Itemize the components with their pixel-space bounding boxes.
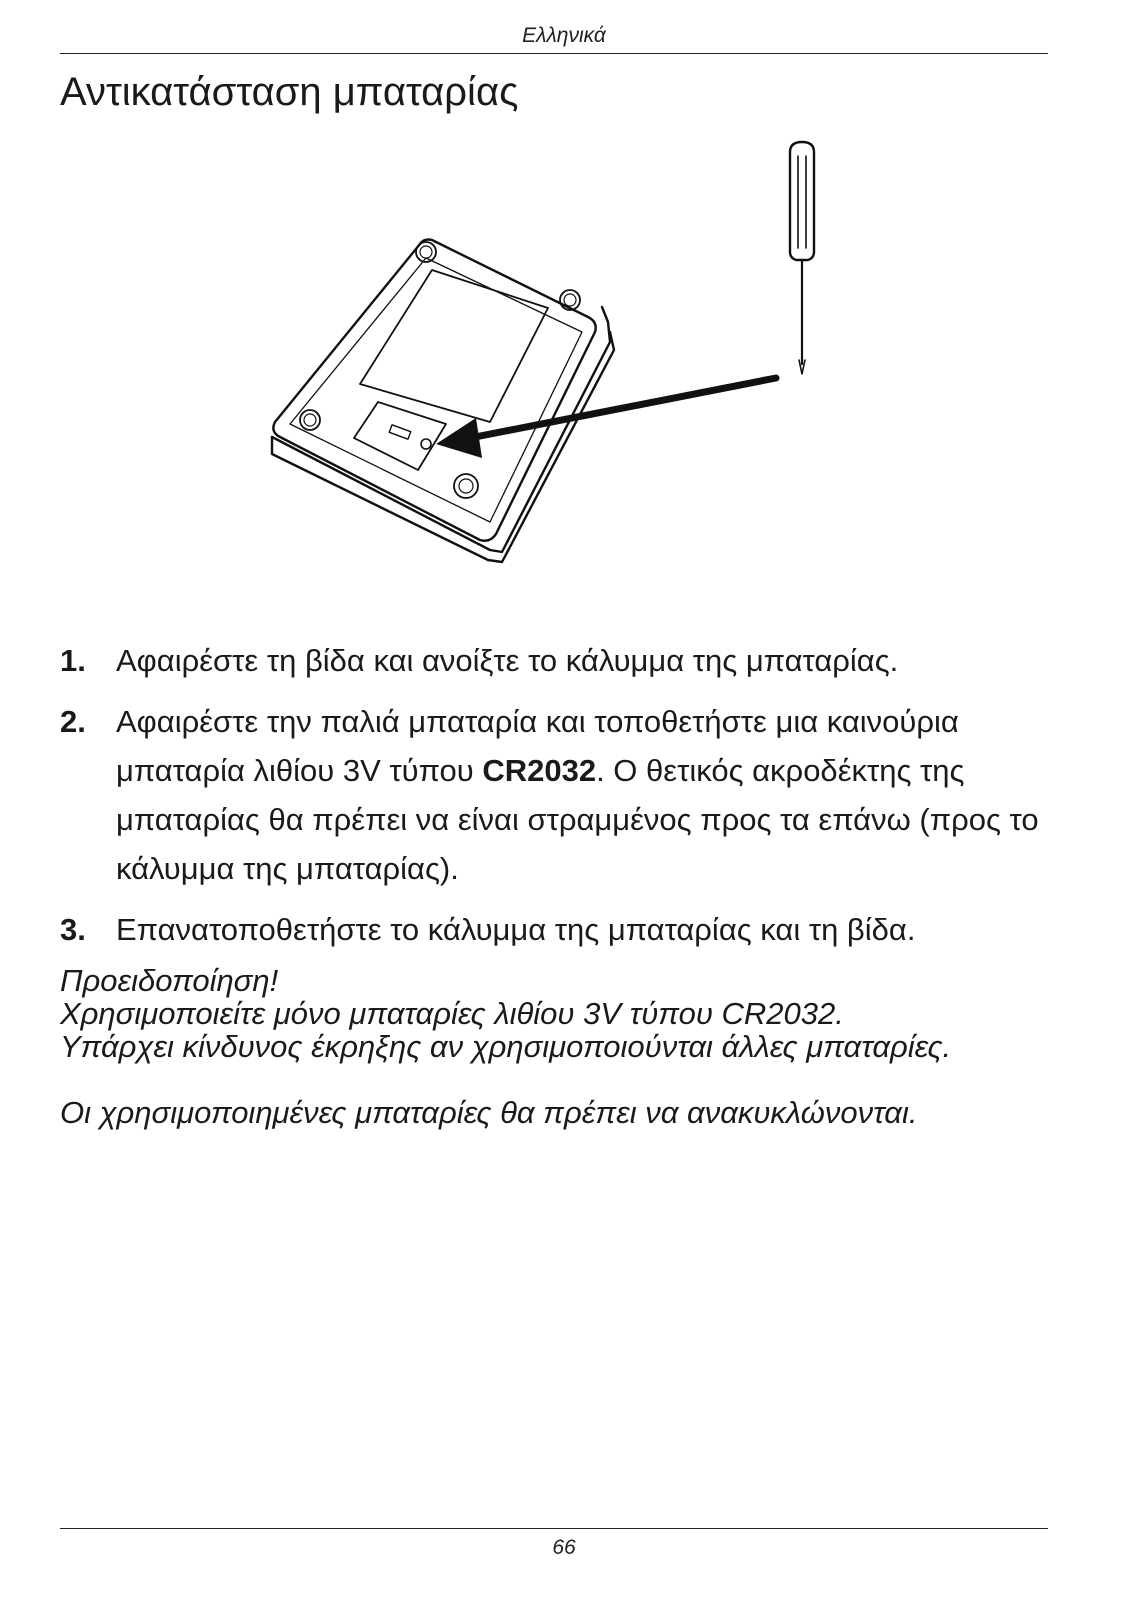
page-title: Αντικατάσταση μπαταρίας — [60, 70, 519, 114]
screwdriver-icon — [790, 142, 814, 374]
step-number: 2. — [60, 704, 86, 739]
warning-line-2: Υπάρχει κίνδυνος έκρηξης αν χρησιμοποιούνται άλλες μπαταρίες. — [60, 1029, 952, 1064]
step-number: 3. — [60, 912, 86, 947]
warning-line-1: Χρησιμοποιείτε μόνο μπαταρίες λιθίου 3V τύπου CR2032. — [60, 996, 844, 1031]
battery-model: CR2032 — [482, 753, 597, 788]
warning-block — [60, 964, 1060, 1129]
step-1 — [60, 636, 1060, 685]
step-text-continued: . Ο θετικός ακροδέκτης της μπαταρίας θα πρέπει να είναι στραμμένος προς τα επάνω (προς το κάλυμμα της μπαταρίας). — [116, 753, 1039, 886]
page-number: 66 — [552, 1536, 576, 1559]
instruction-steps — [60, 636, 1060, 966]
step-text: Αφαιρέστε τη βίδα και ανοίξτε το κάλυμμα της μπαταρίας. — [116, 643, 899, 678]
recycle-note: Οι χρησιμοποιημένες μπαταρίες θα πρέπει να ανακυκλώνονται. — [60, 1095, 918, 1130]
step-text: Επανατοποθετήστε το κάλυμμα της μπαταρίας και τη βίδα. — [116, 912, 916, 947]
battery-replacement-illustration — [250, 132, 850, 582]
step-number: 1. — [60, 643, 86, 678]
footer-divider — [60, 1528, 1048, 1529]
step-2 — [60, 697, 1060, 893]
header-divider — [60, 53, 1048, 54]
step-text: Αφαιρέστε την παλιά μπαταρία και τοποθετήστε μια καινούρια μπαταρία λιθίου 3V τύπου — [116, 704, 959, 788]
warning-heading: Προειδοποίηση! — [60, 963, 279, 998]
battery-cover-device-icon — [273, 240, 595, 541]
header-language: Ελληνικά — [522, 24, 606, 47]
step-3 — [60, 905, 1060, 954]
